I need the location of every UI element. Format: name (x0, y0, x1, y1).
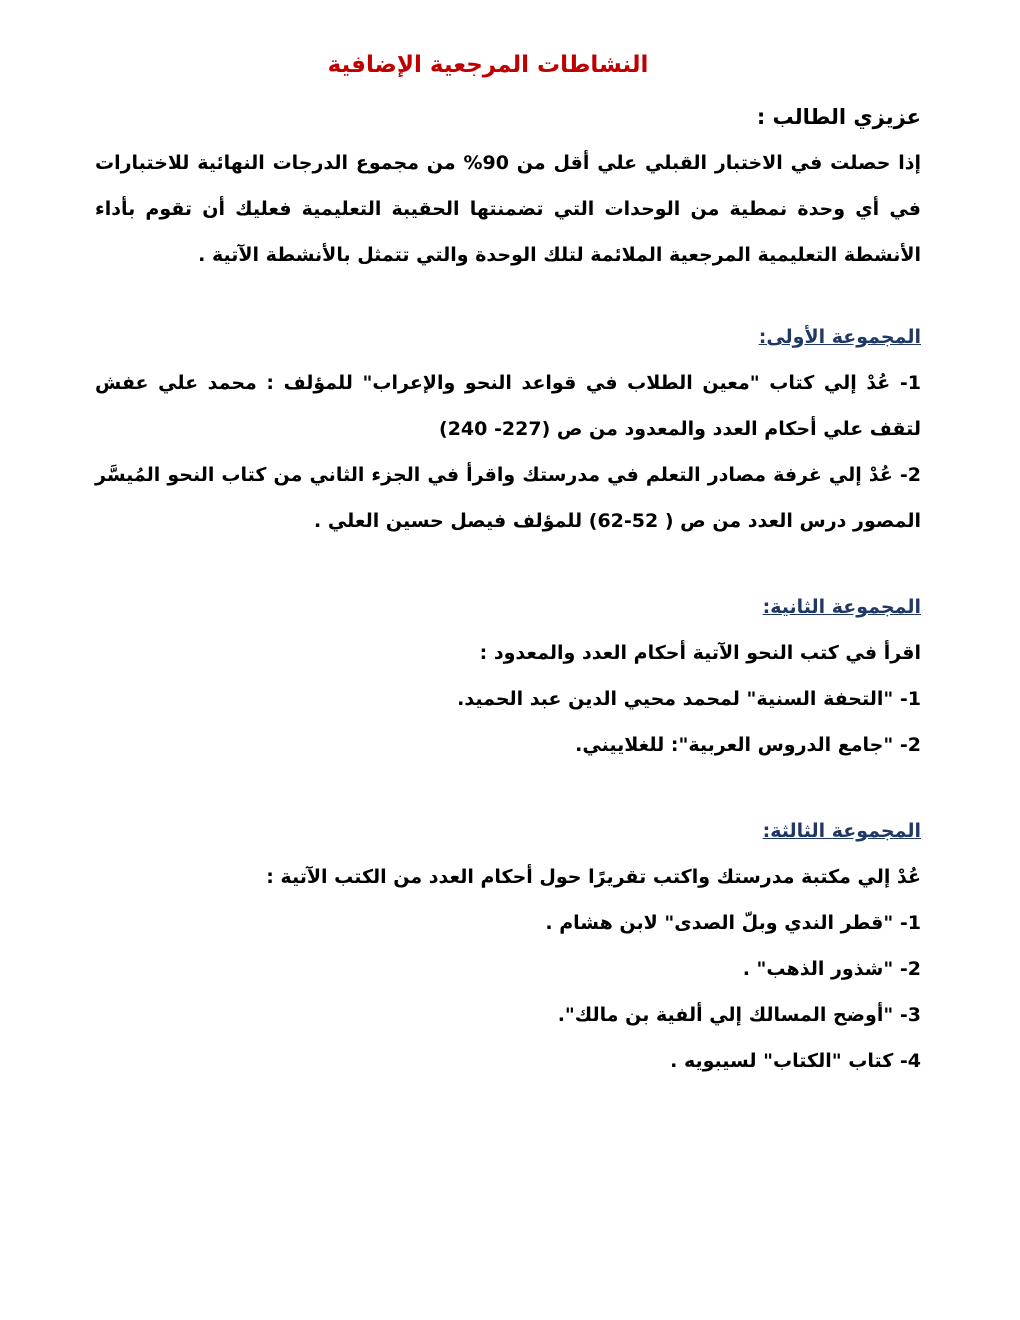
group-two-item: 1- "التحفة السنية" لمحمد محيي الدين عبد الحميد. (457, 688, 921, 710)
group-one-item: 1- عُدْ إلي كتاب "معين الطلاب في قواعد النحو والإعراب" للمؤلف : محمد علي عفش لتقف علي أحكام العدد والمعدود من ص (227- 240) (95, 372, 921, 440)
group-two-heading: المجموعة الثانية: (762, 596, 921, 618)
group-three-intro: عُدْ إلي مكتبة مدرستك واكتب تقريرًا حول أحكام العدد من الكتب الآتية : (266, 866, 921, 888)
group-one (95, 314, 921, 544)
section-spacer (95, 544, 921, 584)
group-one-item: 2- عُدْ إلي غرفة مصادر التعلم في مدرستك واقرأ في الجزء الثاني من كتاب النحو المُيسَّر المصور درس العدد من ص ( 52-62) للمؤلف فيصل حسين العلي . (95, 464, 921, 532)
group-two-item: 2- "جامع الدروس العربية": للغلاييني. (575, 734, 921, 756)
group-three-heading: المجموعة الثالثة: (762, 820, 921, 842)
group-one-heading: المجموعة الأولى: (758, 326, 921, 348)
group-three (95, 808, 921, 1084)
greeting: عزيزي الطالب : (756, 105, 921, 129)
group-three-item: 2- "شذور الذهب" . (742, 958, 921, 980)
intro-paragraph: إذا حصلت في الاختبار القبلي علي أقل من 90% من مجموع الدرجات النهائية للاختبارات في أي وحدة نمطية من الوحدات التي تضمنتها الحقيبة التعليمية فعليك أن تقوم بأداء الأنشطة التعليمية المرجعية الملائمة لتلك الوحدة والتي تتمثل بالأنشطة الآتية . (95, 152, 921, 266)
document-page (95, 40, 921, 1084)
page-title: النشاطات المرجعية الإضافية (327, 52, 649, 78)
section-spacer (95, 278, 921, 314)
group-three-item: 1- "قطر الندي وبلّ الصدى" لابن هشام . (545, 912, 921, 934)
group-three-item: 3- "أوضح المسالك إلي ألفية بن مالك". (557, 1004, 921, 1026)
group-two (95, 584, 921, 768)
group-two-intro: اقرأ في كتب النحو الآتية أحكام العدد والمعدود : (479, 642, 921, 664)
group-three-item: 4- كتاب "الكتاب" لسيبويه . (670, 1050, 921, 1072)
section-spacer (95, 768, 921, 808)
